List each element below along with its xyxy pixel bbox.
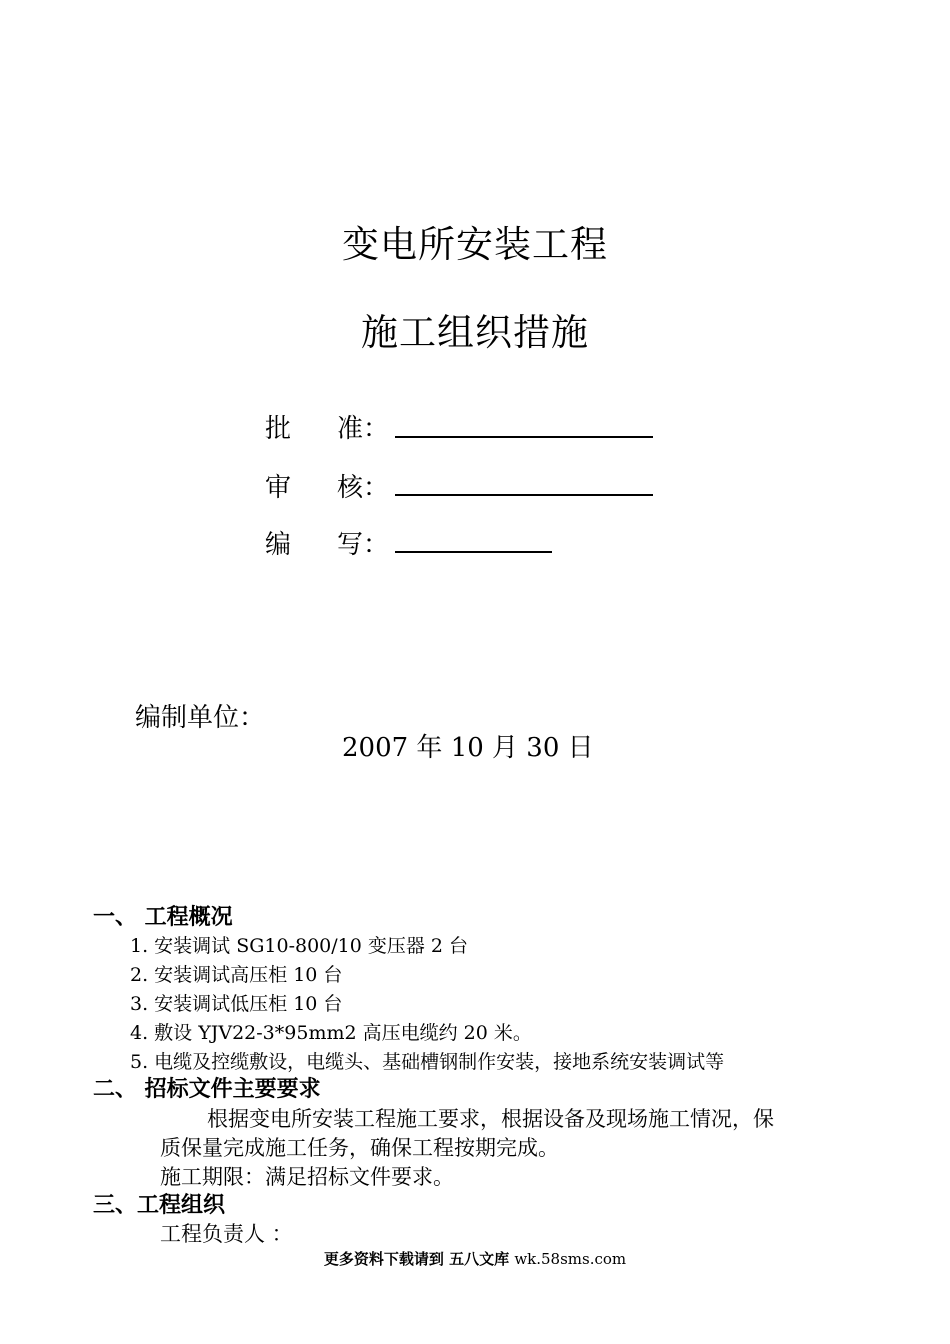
author-label: 编 写： [265, 530, 390, 560]
document-date: 2007 年 10 月 30 日 [342, 733, 594, 763]
requirements-paragraph-line-1: 根据变电所安装工程施工要求，根据设备及现场施工情况，保 [207, 1107, 774, 1131]
document-subtitle: 施工组织措施 [361, 311, 589, 354]
list-item: 5. 电缆及控缆敷设，电缆头、基础槽钢制作安装，接地系统安装调试等 [130, 1051, 725, 1073]
list-item: 1. 安装调试 SG10-800/10 变压器 2 台 [130, 935, 469, 957]
list-item: 2. 安装调试高压柜 10 台 [130, 964, 343, 986]
review-blank-line [395, 494, 653, 496]
project-manager-label: 工程负责人 ： [160, 1222, 293, 1246]
footer-site-link[interactable]: wk.58sms.com [514, 1250, 627, 1268]
approve-blank-line [395, 436, 653, 438]
compiler-unit-label: 编制单位： [135, 703, 266, 733]
construction-period: 施工期限：满足招标文件要求。 [160, 1165, 454, 1189]
section-2-heading: 二、 招标文件主要要求 [93, 1077, 321, 1102]
section-1-heading: 一、 工程概况 [93, 905, 233, 930]
requirements-paragraph-line-2: 质保量完成施工任务，确保工程按期完成。 [160, 1136, 559, 1160]
list-item: 4. 敷设 YJV22-3*95mm2 高压电缆约 20 米。 [130, 1022, 532, 1044]
footer-download-note: 更多资料下载请到 五八文库 wk.58sms.com [323, 1250, 627, 1268]
review-label: 审 核： [265, 473, 390, 503]
list-item: 3. 安装调试低压柜 10 台 [130, 993, 343, 1015]
author-blank-line [395, 551, 552, 553]
approve-label: 批 准： [265, 414, 390, 444]
section-3-heading: 三、工程组织 [93, 1193, 226, 1218]
document-title: 变电所安装工程 [342, 223, 608, 266]
